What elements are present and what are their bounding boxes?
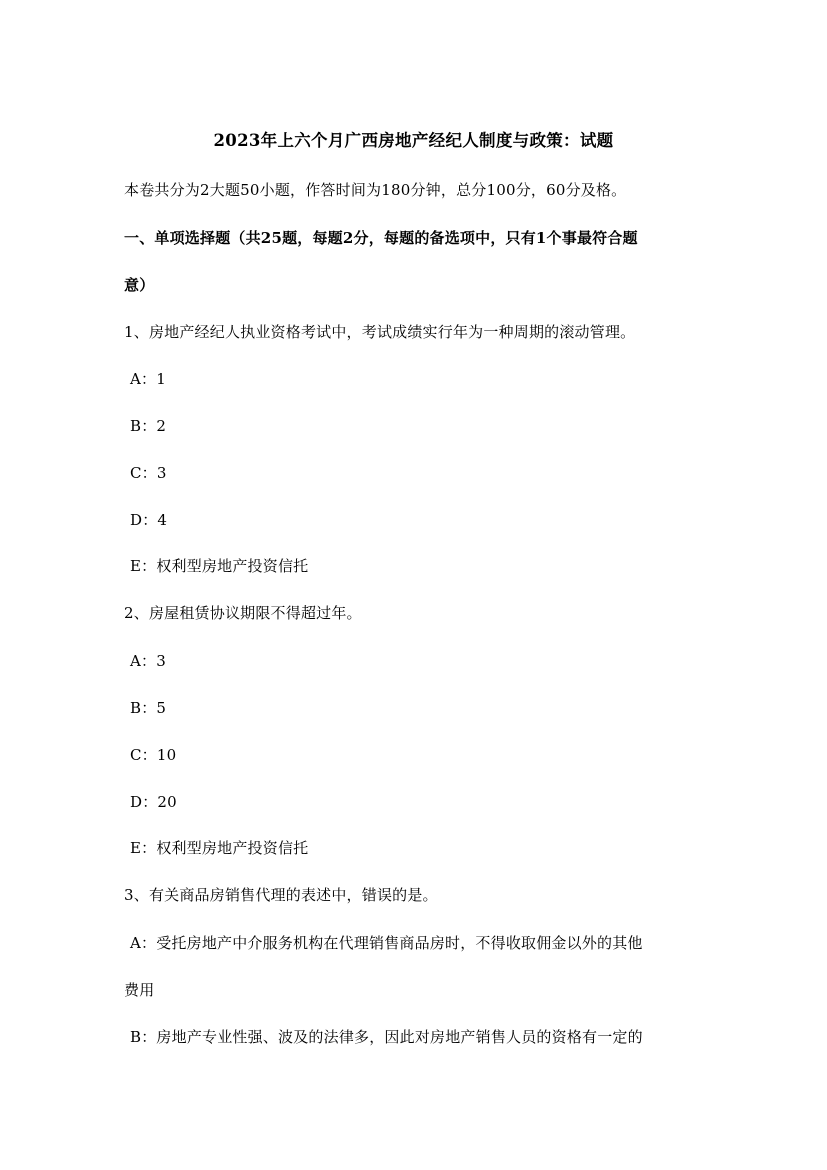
question-1-option-d: D：4 [130,511,168,529]
question-1-stem: 1、房地产经纪人执业资格考试中，考试成绩实行年为一种周期的滚动管理。 [124,323,636,341]
question-3-option-a-continued: 费用 [124,981,155,999]
question-1-option-c: C：3 [130,464,167,482]
document-title: 2023年上六个月广西房地产经纪人制度与政策：试题 [213,131,614,150]
question-2-option-c: C：10 [130,746,177,764]
question-1-option-e: E：权利型房地产投资信托 [130,557,309,575]
question-2-option-b: B：5 [130,699,167,717]
question-2-option-d: D：20 [130,793,177,811]
question-3-option-a: A：受托房地产中介服务机构在代理销售商品房时，不得收取佣金以外的其他 [130,934,643,952]
question-2-stem: 2、房屋租赁协议期限不得超过年。 [124,604,362,622]
question-1-option-a: A：1 [130,370,166,388]
exam-intro: 本卷共分为2大题50小题，作答时间为180分钟，总分100分，60分及格。 [124,181,627,199]
question-2-option-e: E：权利型房地产投资信托 [130,839,309,857]
section-heading-continued: 意） [124,276,155,294]
question-2-option-a: A：3 [130,652,166,670]
question-3-option-b: B：房地产专业性强、波及的法律多，因此对房地产销售人员的资格有一定的 [130,1028,643,1046]
section-heading: 一、单项选择题（共25题，每题2分，每题的备选项中，只有1个事最符合题 [124,229,638,247]
question-1-option-b: B：2 [130,417,167,435]
question-3-stem: 3、有关商品房销售代理的表述中，错误的是。 [124,886,438,904]
